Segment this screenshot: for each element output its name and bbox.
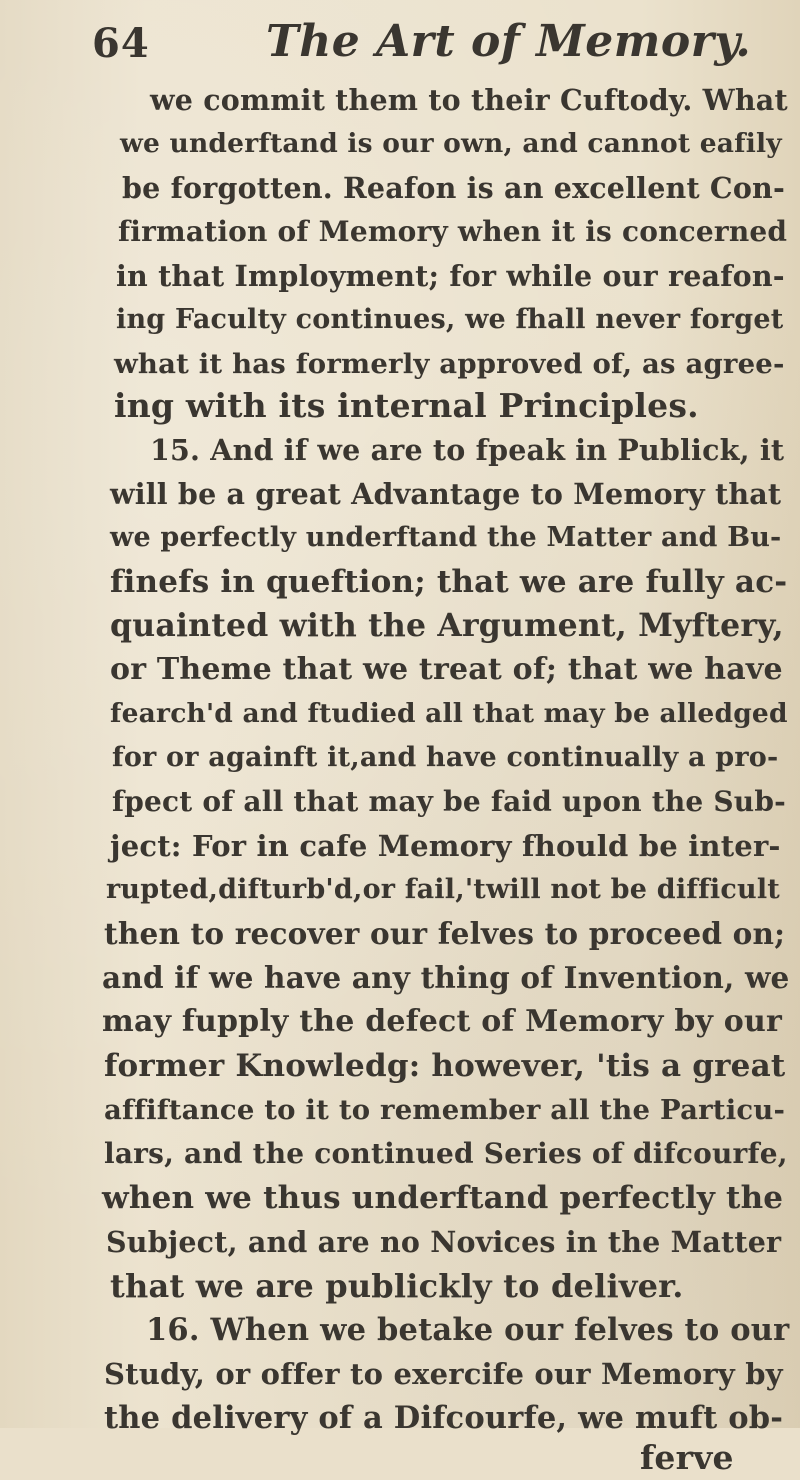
text-line: the delivery of a Difcourfe, we muft ob- — [104, 1400, 784, 1436]
text-line: and if we have any thing of Invention, we — [102, 960, 790, 995]
text-line: ject: For in cafe Memory fhould be inter- — [110, 829, 781, 863]
text-line: Subject, and are no Novices in the Matter — [106, 1225, 782, 1259]
running-title: The Art of Memory. — [266, 16, 752, 67]
text-line: what it has formerly approved of, as agree- — [114, 348, 785, 380]
text-line: former Knowledg: however, 'tis a great — [104, 1048, 786, 1084]
text-line: be forgotten. Reafon is an excellent Con- — [122, 171, 785, 205]
text-line: in that Imployment; for while our reafon- — [116, 259, 785, 293]
text-line: ing with its internal Principles. — [114, 386, 699, 425]
text-line: when we thus underftand perfectly the — [102, 1180, 784, 1216]
text-line: finefs in queftion; that we are fully ac- — [110, 564, 788, 600]
text-line: affiftance to it to remember all the Particu- — [104, 1094, 786, 1126]
catchword: ferve — [640, 1438, 734, 1477]
text-line: fearch'd and ftudied all that may be alledged — [110, 698, 788, 729]
text-line: lars, and the continued Series of difcourfe, — [104, 1137, 788, 1170]
text-line: we underftand is our own, and cannot eafily — [120, 128, 782, 159]
text-line: Study, or offer to exercife our Memory by — [104, 1357, 783, 1391]
text-line: or Theme that we treat of; that we have — [110, 652, 783, 687]
text-line: firmation of Memory when it is concerned — [118, 215, 788, 248]
text-line: 15. And if we are to fpeak in Publick, it — [150, 433, 785, 467]
text-line: rupted,difturb'd,or fail,'twill not be difficult — [106, 874, 780, 905]
text-line: that we are publickly to deliver. — [110, 1267, 684, 1305]
text-line: fpect of all that may be faid upon the Sub- — [112, 785, 786, 818]
text-line: may fupply the defect of Memory by our — [102, 1004, 782, 1039]
text-line: quainted with the Argument, Myftery, — [110, 607, 784, 644]
text-line: then to recover our felves to proceed on; — [104, 916, 786, 951]
page-number: 64 — [92, 20, 150, 67]
text-line: for or againft it,and have continually a pro- — [112, 742, 779, 773]
text-line: we perfectly underftand the Matter and Bu- — [110, 522, 782, 553]
text-line: ing Faculty continues, we fhall never forget — [116, 304, 784, 335]
text-line: we commit them to their Cuftody. What — [150, 83, 788, 117]
text-line: will be a great Advantage to Memory that — [110, 477, 782, 511]
text-line: 16. When we betake our felves to our — [146, 1312, 790, 1348]
page-header — [92, 12, 792, 72]
